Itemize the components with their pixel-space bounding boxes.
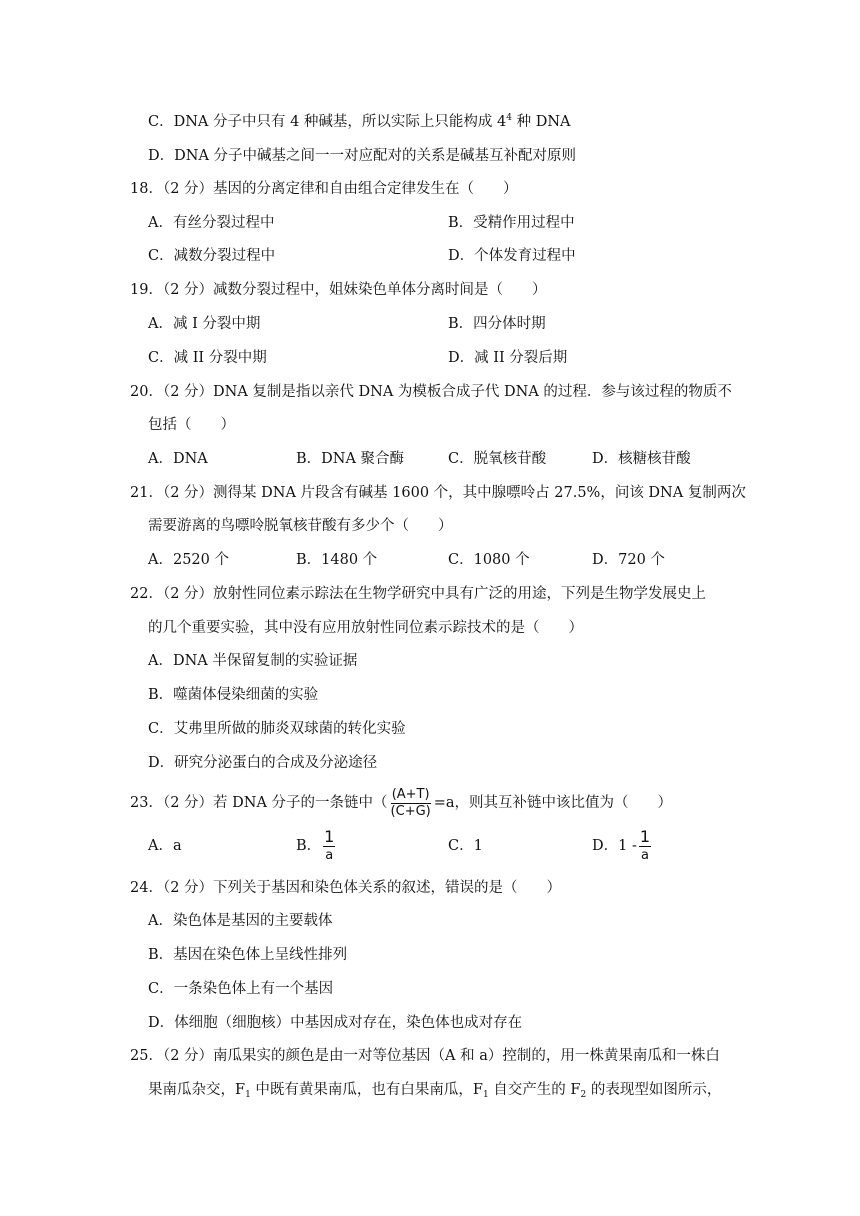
q19-stem: 19．（2 分）减数分裂过程中，姐妹染色单体分离时间是（ ）	[130, 282, 547, 298]
q19-option-b: B．四分体时期	[448, 316, 546, 332]
q23-fraction: $\frac{(A+T)}{(C+G)}$	[390, 786, 431, 819]
q18-option-c: C．减数分裂过程中	[148, 248, 276, 264]
q18-option-b: B．受精作用过程中	[448, 215, 575, 231]
q21-option-a: A．2520 个	[148, 552, 229, 568]
q17-option-d: D．DNA 分子中碱基之间一一对应配对的关系是碱基互补配对原则	[148, 148, 577, 164]
q21-stem-line2: 需要游离的鸟嘌呤脱氧核苷酸有多少个（ ）	[148, 518, 453, 534]
q22-option-b: B．噬菌体侵染细菌的实验	[148, 687, 319, 703]
q23-stem: 23．（2 分）若 DNA 分子的一条链中（ $\frac{(A+T)}{(C+G)}$ =a，则其互补链中该比值为（ ）	[130, 786, 673, 819]
q24-option-c: C．一条染色体上有一个基因	[148, 981, 334, 997]
q19-option-a: A．减 I 分裂中期	[148, 316, 261, 332]
q20-option-b: B．DNA 聚合酶	[296, 451, 405, 467]
q23-option-c: C．1	[448, 838, 483, 854]
q20-option-c: C．脱氧核苷酸	[448, 451, 547, 467]
q21-option-d: D．720 个	[592, 552, 665, 568]
q22-stem-line1: 22．（2 分）放射性同位素示踪法在生物学研究中具有广泛的用途，下列是生物学发展史上	[130, 586, 707, 602]
q20-option-d: D．核糖核苷酸	[592, 451, 691, 467]
q25-stem-line2: 果南瓜杂交，$F_1$ 中既有黄果南瓜，也有白果南瓜，$F_1$ 自交产生的 $F_2$ 的表现型如图所示，	[148, 1082, 722, 1100]
q21-stem-line1: 21．（2 分）测得某 DNA 片段含有碱基 1600 个，其中腺嘌呤占 27.5%，问该 DNA 复制两次	[130, 485, 746, 501]
q24-option-a: A．染色体是基因的主要载体	[148, 913, 333, 929]
q22-option-c: C．艾弗里所做的肺炎双球菌的转化实验	[148, 721, 406, 737]
q18-option-d: D．个体发育过程中	[448, 248, 576, 264]
q22-option-a: A．DNA 半保留复制的实验证据	[148, 653, 358, 669]
q18-stem: 18．（2 分）基因的分离定律和自由组合定律发生在（ ）	[130, 181, 518, 197]
q22-stem-line2: 的几个重要实验，其中没有应用放射性同位素示踪技术的是（ ）	[148, 620, 583, 636]
q24-option-b: B．基因在染色体上呈线性排列	[148, 947, 348, 963]
q24-stem: 24．（2 分）下列关于基因和染色体关系的叙述，错误的是（ ）	[130, 880, 562, 896]
q17-option-c: C．DNA 分子中只有 4 种碱基，所以实际上只能构成 $4^4$ 种 DNA	[148, 113, 571, 130]
q22-option-d: D．研究分泌蛋白的合成及分泌途径	[148, 755, 378, 771]
q23-option-b: B． $\frac{1}{a}$	[296, 826, 335, 863]
q21-option-c: C．1080 个	[448, 552, 530, 568]
q23-option-a: A．a	[148, 838, 182, 854]
q25-stem-line1: 25．（2 分）南瓜果实的颜色是由一对等位基因（A 和 a）控制的，用一株黄果南瓜和一株白	[130, 1048, 720, 1064]
q19-option-c: C．减 II 分裂中期	[148, 350, 267, 366]
q21-option-b: B．1480 个	[296, 552, 378, 568]
q20-option-a: A．DNA	[148, 451, 208, 467]
q23-option-d: D．1 - $\frac{1}{a}$	[592, 826, 651, 863]
q18-option-a: A．有丝分裂过程中	[148, 215, 275, 231]
q20-stem-line2: 包括（ ）	[148, 417, 235, 433]
q20-stem-line1: 20．（2 分）DNA 复制是指以亲代 DNA 为模板合成子代 DNA 的过程．参与该过程的物质不	[130, 384, 732, 400]
q24-option-d: D．体细胞（细胞核）中基因成对存在，染色体也成对存在	[148, 1015, 523, 1031]
q19-option-d: D．减 II 分裂后期	[448, 350, 568, 366]
